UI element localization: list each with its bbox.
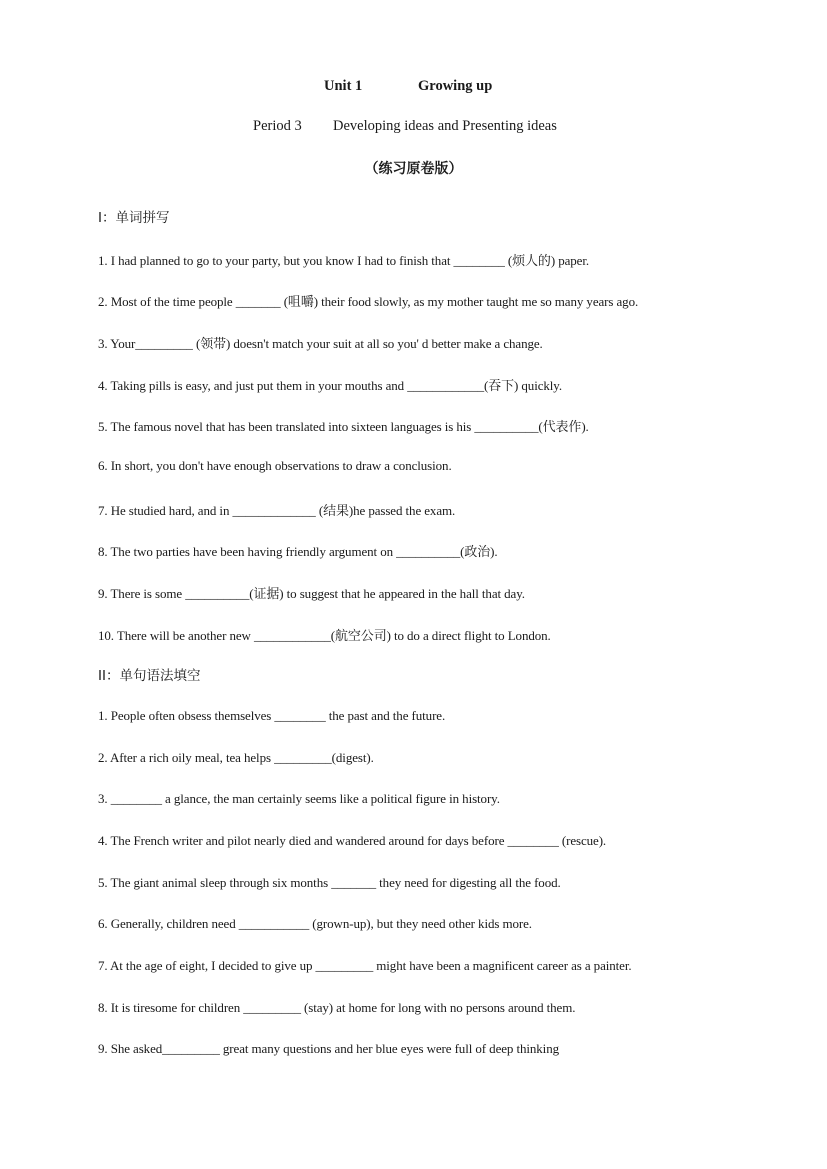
unit-title: Growing up — [418, 78, 493, 94]
version-label: （练习原卷版） — [364, 161, 463, 177]
period-title: Developing ideas and Presenting ideas — [333, 118, 557, 134]
grammar-item-4: 4. The French writer and pilot nearly died and wandered around for days before ________ (rescue). — [98, 833, 607, 848]
vocab-item-5: 5. The famous novel that has been translated into sixteen languages is his __________(代表作). — [98, 419, 589, 434]
grammar-item-5: 5. The giant animal sleep through six months _______ they need for digesting all the food. — [98, 875, 561, 890]
grammar-item-7: 7. At the age of eight, I decided to give up _________ might have been a magnificent career as a painter. — [98, 958, 632, 973]
vocab-item-9: 9. There is some __________(证据) to suggest that he appeared in the hall that day. — [98, 586, 525, 601]
period-number: Period 3 — [253, 118, 302, 134]
vocab-item-3: 3. Your_________ (领带) doesn't match your suit at all so you' d better make a change. — [98, 336, 543, 351]
title-row — [0, 78, 827, 98]
vocab-item-2: 2. Most of the time people _______ (咀嚼) their food slowly, as my mother taught me so many years ago. — [98, 294, 639, 309]
unit-number: Unit 1 — [324, 78, 363, 94]
grammar-item-2: 2. After a rich oily meal, tea helps _________(digest). — [98, 750, 374, 765]
vocab-item-1: 1. I had planned to go to your party, but you know I had to finish that ________ (烦人的) paper. — [98, 253, 589, 268]
vocab-item-8: 8. The two parties have been having friendly argument on __________(政治). — [98, 544, 498, 559]
vocab-item-10: 10. There will be another new ____________(航空公司) to do a direct flight to London. — [98, 628, 551, 643]
grammar-item-6: 6. Generally, children need ___________ (grown-up), but they need other kids more. — [98, 916, 532, 931]
grammar-item-3: 3. ________ a glance, the man certainly seems like a political figure in history. — [98, 791, 500, 806]
grammar-item-8: 8. It is tiresome for children _________ (stay) at home for long with no persons around them. — [98, 1000, 576, 1015]
section-heading-vocabulary: I：单词拼写 — [98, 210, 170, 226]
vocab-item-6: 6. In short, you don't have enough observations to draw a conclusion. — [98, 458, 452, 473]
grammar-item-1: 1. People often obsess themselves ________ the past and the future. — [98, 708, 446, 723]
section-heading-grammar: II：单句语法填空 — [98, 668, 201, 684]
grammar-item-9: 9. She asked_________ great many questions and her blue eyes were full of deep thinking — [98, 1041, 559, 1056]
vocab-item-4: 4. Taking pills is easy, and just put them in your mouths and ____________(吞下) quickly. — [98, 378, 563, 393]
vocab-item-7: 7. He studied hard, and in _____________ (结果)he passed the exam. — [98, 503, 456, 518]
